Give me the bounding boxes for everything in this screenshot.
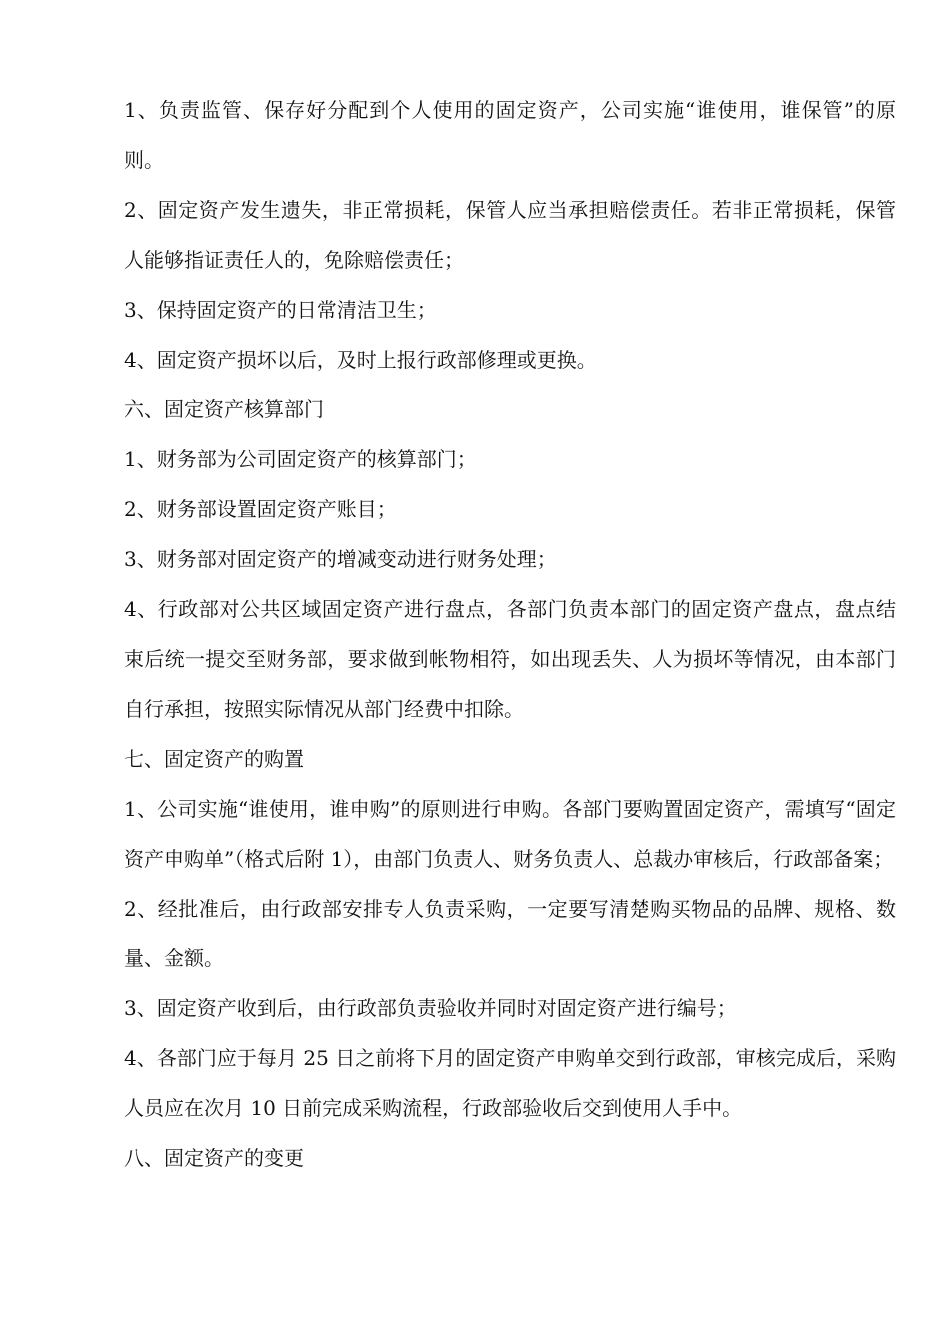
paragraph-responsibility-1: 1、负责监管、保存好分配到个人使用的固定资产，公司实施“谁使用，谁保管”的原则。 [124, 98, 896, 172]
section-heading-purchase: 七、固定资产的购置 [124, 746, 304, 771]
paragraph-purchase-2: 2、经批准后，由行政部安排专人负责采购，一定要写清楚购买物品的品牌、规格、数量、金额。 [124, 896, 896, 971]
paragraph-purchase-1: 1、公司实施“谁使用，谁申购”的原则进行申购。各部门要购置固定资产，需填写“固定资产申购单”（格式后附 1），由部门负责人、财务负责人、总裁办审核后，行政部备案； [124, 796, 896, 871]
paragraph-responsibility-4: 4、固定资产损坏以后，及时上报行政部修理或更换。 [124, 347, 597, 372]
paragraph-accounting-3: 3、财务部对固定资产的增减变动进行财务处理； [124, 547, 557, 572]
paragraph-responsibility-2: 2、固定资产发生遗失，非正常损耗，保管人应当承担赔偿责任。若非正常损耗，保管人能够指证责任人的，免除赔偿责任； [124, 197, 896, 272]
paragraph-responsibility-3: 3、保持固定资产的日常清洁卫生； [124, 297, 437, 322]
document-body [124, 86, 896, 1184]
paragraph-accounting-1: 1、财务部为公司固定资产的核算部门； [124, 447, 477, 472]
paragraph-purchase-3: 3、固定资产收到后，由行政部负责验收并同时对固定资产进行编号； [124, 996, 737, 1021]
paragraph-accounting-4: 4、行政部对公共区域固定资产进行盘点，各部门负责本部门的固定资产盘点，盘点结束后统一提交至财务部，要求做到帐物相符，如出现丢失、人为损坏等情况，由本部门自行承担，按照实际情况从部门经费中扣除。 [124, 597, 896, 721]
section-heading-change: 八、固定资产的变更 [124, 1146, 304, 1171]
paragraph-purchase-4: 4、各部门应于每月 25 日之前将下月的固定资产申购单交到行政部，审核完成后，采购人员应在次月 10 日前完成采购流程，行政部验收后交到使用人手中。 [124, 1046, 896, 1121]
section-heading-accounting: 六、固定资产核算部门 [124, 397, 324, 422]
paragraph-accounting-2: 2、财务部设置固定资产账目； [124, 497, 397, 522]
